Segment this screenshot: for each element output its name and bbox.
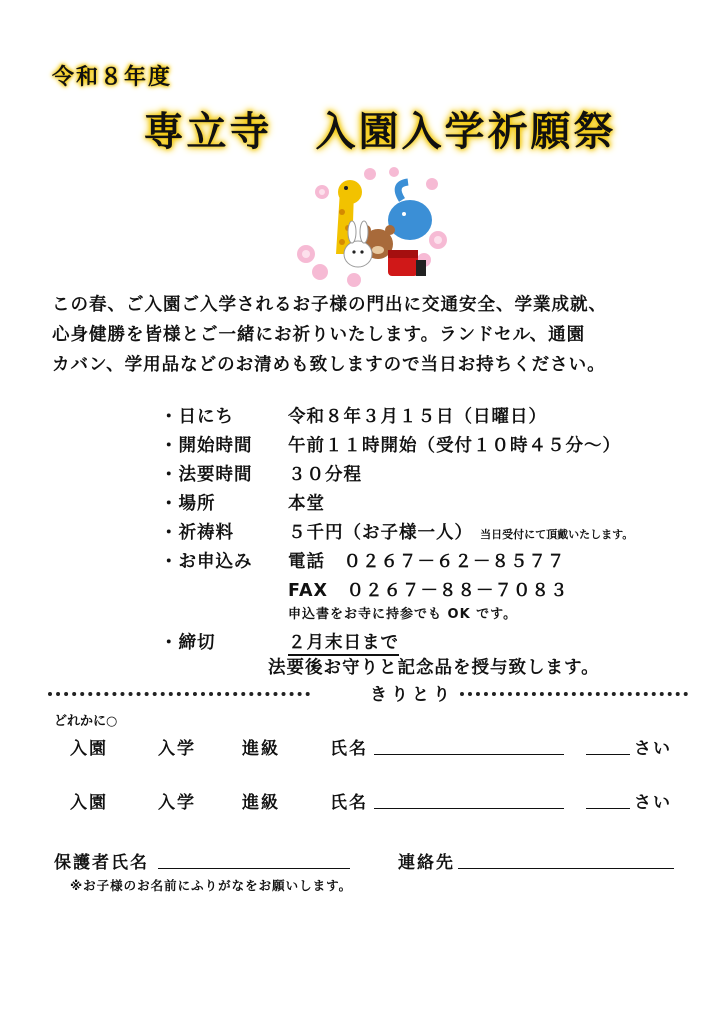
guardian-row [54,848,694,876]
guardian-name-label: 保護者氏名 [54,853,149,873]
option-school-entry[interactable]: 入学 [158,739,196,759]
apply-phone: 電話 ０２６７－６２－８５７７ [288,552,566,572]
date-label: ・日にち [160,407,234,427]
fee-note: 当日受付にて頂戴いたします。 [480,528,634,541]
contact-label: 連絡先 [398,853,455,873]
intro-text [52,290,692,380]
intro-line: カバン、学用品などのお清めも致しますので当日お持ちください。 [52,355,606,375]
start-time-label: ・開始時間 [160,436,253,456]
fee-value [288,519,633,544]
animals-with-cherry-blossoms-and-school-bag-illustration [292,162,452,292]
child-name-field[interactable] [374,808,564,809]
intro-line: この春、ご入園ご入学されるお子様の門出に交通安全、学業成就、 [52,295,607,315]
intro-line: 心身健勝を皆様とご一緒にお祈りいたします。ランドセル、通園 [52,325,586,345]
name-label: 氏名 [330,793,368,813]
child-age-field[interactable] [586,754,630,755]
option-enrollment[interactable]: 入園 [70,739,108,759]
child-entry-row-2 [70,788,710,816]
apply-fax: FAX ０２６７－８８－７０８３ [288,581,569,601]
age-suffix: さい [634,739,672,759]
child-age-field[interactable] [586,808,630,809]
age-suffix: さい [634,793,672,813]
footnote: ※お子様のお名前にふりがなをお願いします。 [70,878,353,893]
child-name-field[interactable] [374,754,564,755]
cut-dots-right [452,692,688,696]
child-entry-row-1 [70,734,710,762]
apply-label: ・お申込み [160,552,253,572]
cut-line [48,682,688,704]
contact-field[interactable] [458,868,674,869]
deadline-value: ２月末日まで [288,629,399,656]
date-value: 令和８年３月１５日（日曜日） [288,407,547,427]
fee-amount: ５千円（お子様一人） [288,523,473,543]
deadline-label: ・締切 [160,633,216,653]
place-label: ・場所 [160,494,216,514]
cut-dots-left [48,692,310,696]
cut-label: きりとり [366,680,458,705]
circle-instruction: どれかに○ [54,714,118,729]
option-grade-advance[interactable]: 進級 [242,739,280,759]
option-grade-advance[interactable]: 進級 [242,793,280,813]
guardian-name-field[interactable] [158,868,350,869]
place-value: 本堂 [288,494,325,514]
start-time-value: 午前１１時開始（受付１０時４５分～） [288,436,621,456]
apply-note: 申込書をお寺に持参でも OK です。 [288,607,518,622]
duration-label: ・法要時間 [160,465,253,485]
year-heading: 令和８年度 [52,65,173,90]
name-label: 氏名 [330,739,368,759]
award-text: 法要後お守りと記念品を授与致します。 [268,658,600,678]
fee-label: ・祈祷料 [160,523,234,543]
duration-value: ３０分程 [288,465,362,485]
page-title: 専立寺 入園入学祈願祭 [143,109,617,155]
option-school-entry[interactable]: 入学 [158,793,196,813]
option-enrollment[interactable]: 入園 [70,793,108,813]
